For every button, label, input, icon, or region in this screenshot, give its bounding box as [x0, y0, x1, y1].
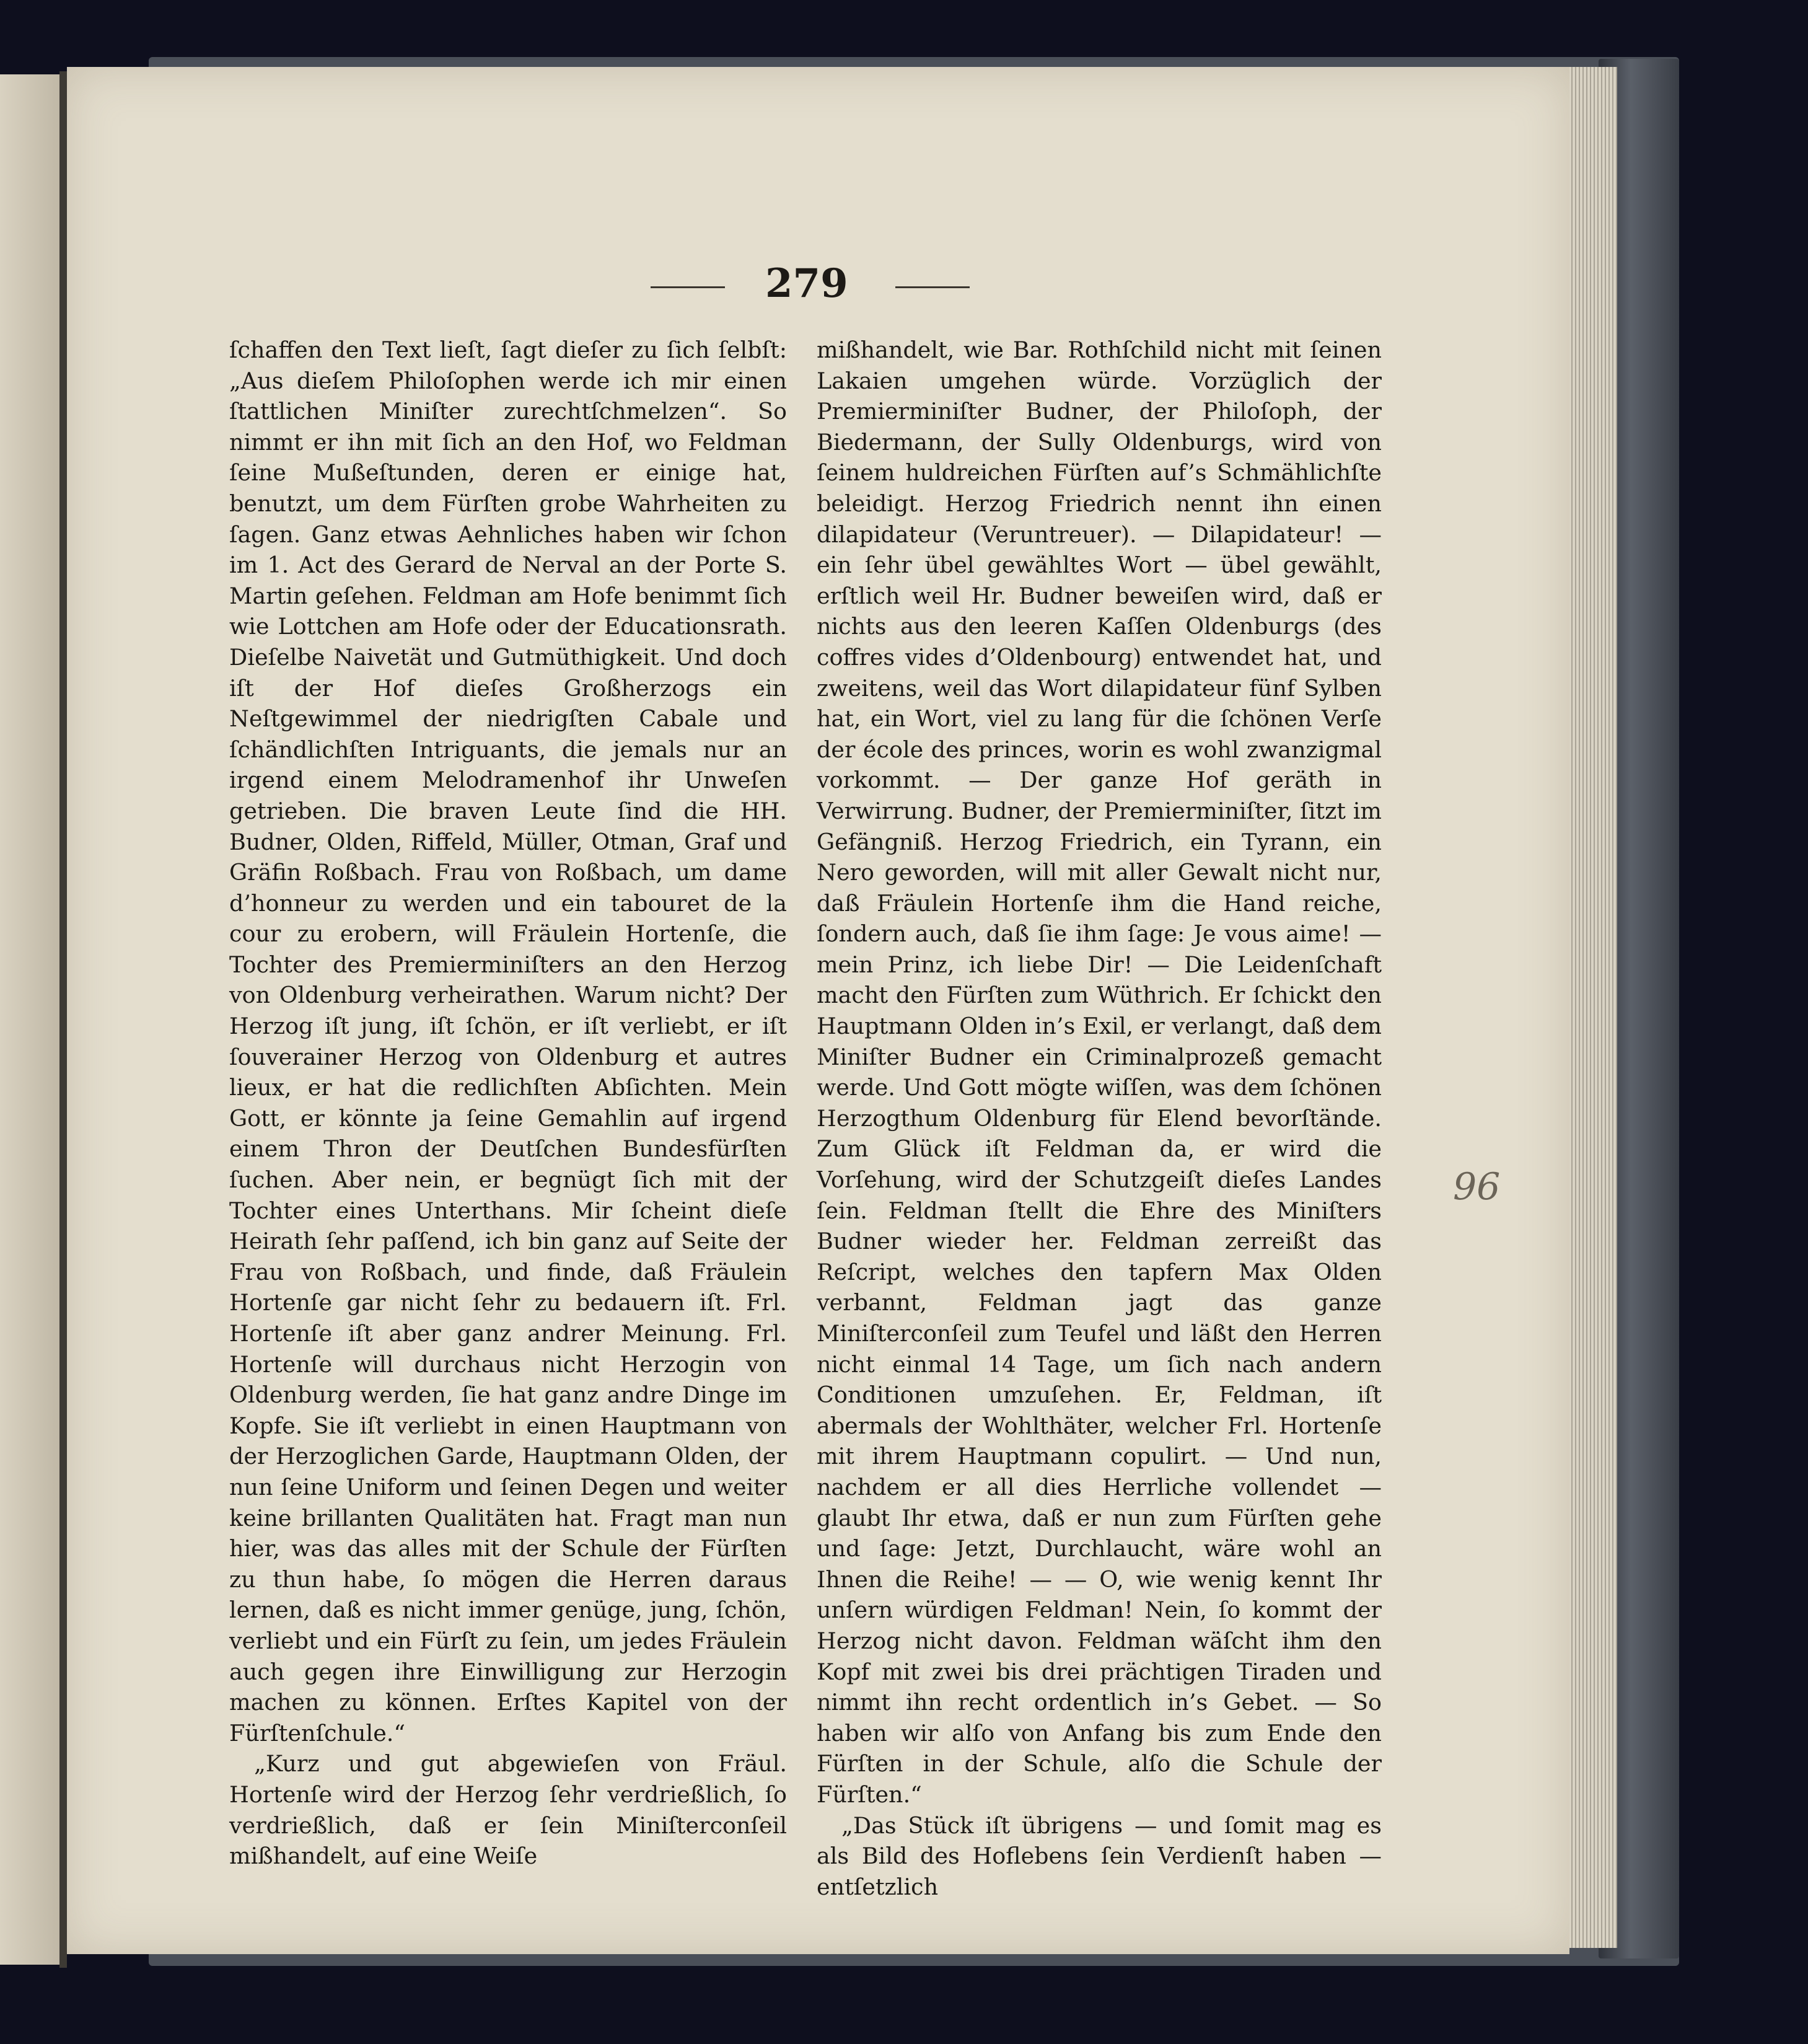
- book-gutter: [59, 71, 67, 1968]
- left-paragraph-2: „Kurz und gut abgewieſen von Fräul. Hortenſe wird der Herzog ſehr verdrießlich, ſo verdrießlich, daß er ſein Miniſterconſeil mißhandelt, auf eine Weiſe: [229, 1750, 787, 1870]
- page-stack-edge: [1561, 67, 1617, 1948]
- left-text-column: [229, 335, 787, 1870]
- right-paragraph-2: „Das Stück iſt übrigens — und ſomit mag es als Bild des Hoflebens ſein Verdienſt haben — entſetzlich: [817, 1812, 1382, 1900]
- right-text-column: [817, 335, 1382, 1900]
- margin-annotation: 96: [1453, 1165, 1501, 1209]
- page-number-rule-left: [651, 286, 725, 288]
- page-number: 279: [765, 260, 848, 307]
- page-number-rule-right: [895, 286, 970, 288]
- left-paragraph-1: ſchaffen den Text lieſt, ſagt dieſer zu ſich ſelbſt: „Aus dieſem Philoſophen werde ich mir einen ſtattlichen Miniſter zurechtſchmelzen“. So nimmt er ihn mit ſich an den Hof, wo Feldman ſeine Mußeſtunden, deren er einige hat, benutzt, um dem Fürſten grobe Wahrheiten zu ſagen. Ganz etwas Aehnliches haben wir ſchon im 1. Act des Gerard de Nerval an der Porte S. Martin geſehen. Feldman am Hofe benimmt ſich wie Lottchen am Hofe oder der Educationsrath. Dieſelbe Naivetät und Gutmüthigkeit. Und doch iſt der Hof dieſes Großherzogs ein Neſtgewimmel der niedrigſten Cabale und ſchändlichſten Intriguants, die jemals nur an irgend einem Melodramenhof ihr Unweſen getrieben. Die braven Leute ſind die HH. Budner, Olden, Riffeld, Müller, Otman, Graf und Gräfin Roßbach. Frau von Roßbach, um dame d’honneur zu werden und ein tabouret de la cour zu erobern, will Fräulein Hortenſe, die Tochter des Premierminiſters an den Herzog von Oldenburg verheirathen. Warum nicht? Der Herzog iſt jung, iſt ſchön, er iſt verliebt, er iſt ſouverainer Herzog von Oldenburg et autres lieux, er hat die redlichſten Abſichten. Mein Gott, er könnte ja ſeine Gemahlin auf irgend einem Thron der Deutſchen Bundesfürſten ſuchen. Aber nein, er begnügt ſich mit der Tochter eines Unterthans. Mir ſcheint dieſe Heirath ſehr paſſend, ich bin ganz auf Seite der Frau von Roßbach, und finde, daß Fräulein Hortenſe gar nicht ſehr zu bedauern iſt. Frl. Hortenſe iſt aber ganz andrer Meinung. Frl. Hortenſe will durchaus nicht Herzogin von Oldenburg werden, ſie hat ganz andre Dinge im Kopfe. Sie iſt verliebt in einen Hauptmann von der Herzoglichen Garde, Hauptmann Olden, der nun ſeine Uniform und ſeinen Degen und weiter keine brillanten Qualitäten hat. Fragt man nun hier, was das alles mit der Schule der Fürſten zu thun habe, ſo mögen die Herren daraus lernen, daß es nicht immer genüge, jung, ſchön, verliebt und ein Fürſt zu ſein, um jedes Fräulein auch gegen ihre Einwilligung zur Herzogin machen zu können. Erſtes Kapitel von der Fürſtenſchule.“: [229, 337, 787, 1747]
- right-paragraph-1: mißhandelt, wie Bar. Rothſchild nicht mit ſeinen Lakaien umgehen würde. Vorzüglich der Premierminiſter Budner, der Philoſoph, der Biedermann, der Sully Oldenburgs, wird von ſeinem huldreichen Fürſten auf’s Schmählichſte beleidigt. Herzog Friedrich nennt ihn einen dilapidateur (Veruntreuer). — Dilapidateur! — ein ſehr übel gewähltes Wort — übel gewählt, erſtlich weil Hr. Budner beweiſen wird, daß er nichts aus den leeren Kaſſen Oldenburgs (des coffres vides d’Oldenbourg) entwendet hat, und zweitens, weil das Wort dilapidateur fünf Sylben hat, ein Wort, viel zu lang für die ſchönen Verſe der école des princes, worin es wohl zwanzigmal vorkommt. — Der ganze Hof geräth in Verwirrung. Budner, der Premierminiſter, ſitzt im Gefängniß. Herzog Friedrich, ein Tyrann, ein Nero geworden, will mit aller Gewalt nicht nur, daß Fräulein Hortenſe ihm die Hand reiche, ſondern auch, daß ſie ihm ſage: Je vous aime! — mein Prinz, ich liebe Dir! — Die Leidenſchaft macht den Fürſten zum Wüthrich. Er ſchickt den Hauptmann Olden in’s Exil, er verlangt, daß dem Miniſter Budner ein Criminalprozeß gemacht werde. Und Gott mögte wiſſen, was dem ſchönen Herzogthum Oldenburg für Elend bevorſtände. Zum Glück iſt Feldman da, er wird die Vorſehung, wird der Schutzgeiſt dieſes Landes ſein. Feldman ſtellt die Ehre des Miniſters Budner wieder her. Feldman zerreißt das Reſcript, welches den tapfern Max Olden verbannt, Feldman jagt das ganze Miniſterconſeil zum Teufel und läßt den Herren nicht einmal 14 Tage, um ſich nach andern Conditionen umzuſehen. Er, Feldman, iſt abermals der Wohlthäter, welcher Frl. Hortenſe mit ihrem Hauptmann copulirt. — Und nun, nachdem er all dies Herrliche vollendet — glaubt Ihr etwa, daß er nun zum Fürſten gehe und ſage: Jetzt, Durchlaucht, wäre wohl an Ihnen die Reihe! — — O, wie wenig kennt Ihr unſern würdigen Feldman! Nein, ſo kommt der Herzog nicht davon. Feldman wäſcht ihm den Kopf mit zwei bis drei prächtigen Tiraden und nimmt ihn recht ordentlich in’s Gebet. — So haben wir alſo von Anfang bis zum Ende den Fürſten in der Schule, alſo die Schule der Fürſten.“: [817, 337, 1382, 1808]
- facing-page-edge: [0, 74, 62, 1965]
